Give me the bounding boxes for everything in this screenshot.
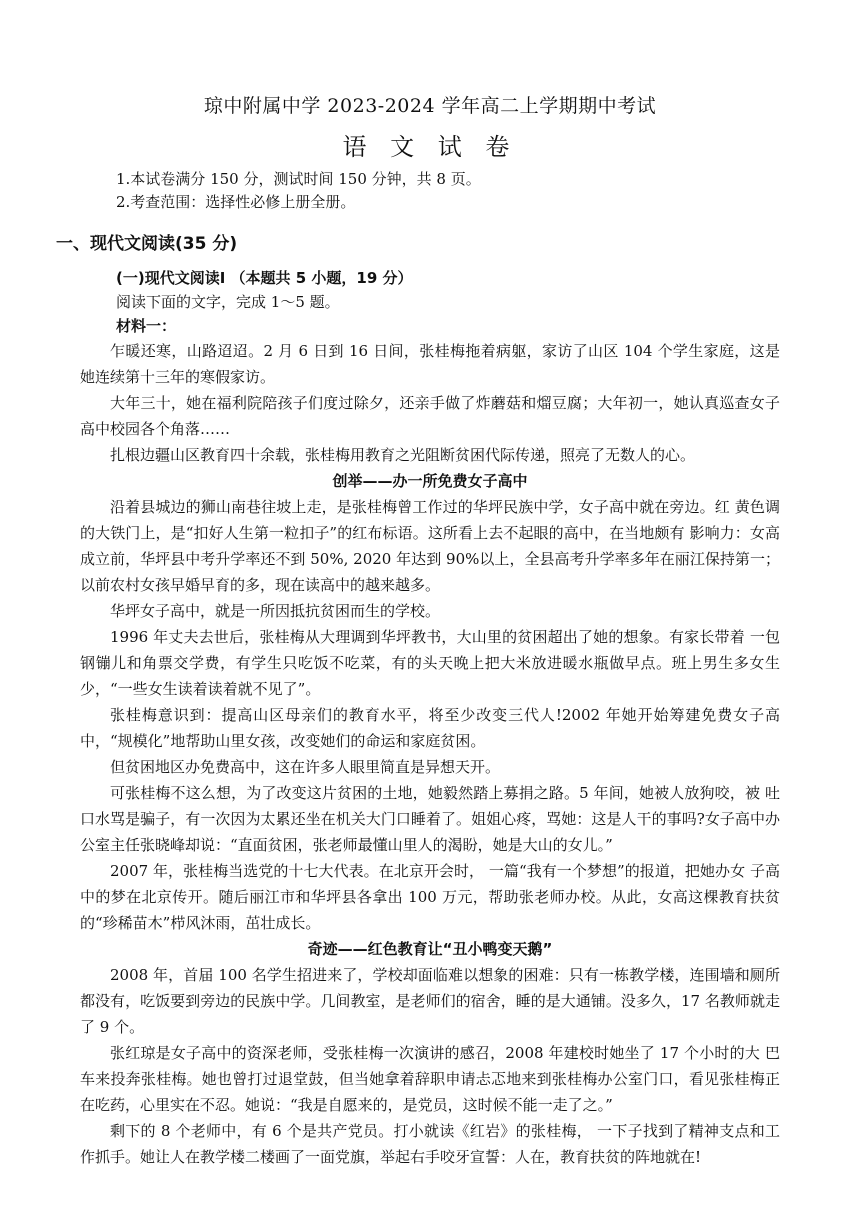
article-paragraph: 张红琼是女子高中的资深老师，受张桂梅一次演讲的感召，2008 年建校时她坐了 17 个小时的大 巴车来投奔张桂梅。她也曾打过退堂鼓，但当她拿着辞职申请忐忑地来到张桂梅办公室门口，看见张桂梅正在吃药，心里实在不忍。她说：“我是自愿来的，是党员，这时候不能一走了之。” bbox=[80, 1044, 780, 1114]
reading-instruction: 阅读下面的文字，完成 1～5 题。 bbox=[116, 293, 340, 311]
article-paragraph: 沿着县城边的狮山南巷往坡上走，是张桂梅曾工作过的华坪民族中学，女子高中就在旁边。红 黄色调的大铁门上，是“扣好人生第一粒扣子”的红布标语。这所看上去不起眼的高中，在当地颇有 影响力：女高成立前，华坪县中考升学率还不到 50%, 2020 年达到 90%以上，全县高考升学率多年在丽江保持第一；以前农村女孩早婚早育的多，现在读高中的越来越多。 bbox=[80, 498, 780, 594]
section-heading: 一、现代文阅读(35 分) bbox=[56, 234, 238, 254]
article-paragraph: 剩下的 8 个老师中，有 6 个是共产党员。打小就读《红岩》的张桂梅， 一下子找到了精神支点和工作抓手。她让人在教学楼二楼画了一面党旗，举起右手咬牙宣誓：人在，教育扶贫的阵地就在! bbox=[80, 1122, 780, 1166]
article-paragraph: 但贫困地区办免费高中，这在许多人眼里简直是异想天开。 bbox=[110, 758, 501, 776]
intro-paragraph: 乍暖还寒，山路迢迢。2 月 6 日到 16 日间，张桂梅拖着病躯，家访了山区 104 个学生家庭，这是她连续第十三年的寒假家访。 bbox=[80, 342, 780, 386]
intro-paragraph: 扎根边疆山区教育四十余载，张桂梅用教育之光阻断贫困代际传递，照亮了无数人的心。 bbox=[110, 446, 696, 464]
material-label: 材料一： bbox=[116, 317, 177, 335]
sub-section-heading: (一)现代文阅读Ⅰ （本题共 5 小题，19 分） bbox=[116, 269, 413, 287]
article-paragraph: 2007 年，张桂梅当选党的十七大代表。在北京开会时， 一篇“我有一个梦想”的报道，把她办女 子高中的梦在北京传开。随后丽江市和华坪县各拿出 100 万元，帮助张老师办校。从此，女高这棵教育扶贫的“珍稀苗木”栉风沐雨，茁壮成长。 bbox=[80, 862, 780, 932]
article-paragraph: 华坪女子高中，就是一所因抵抗贫困而生的学校。 bbox=[110, 602, 441, 620]
article-paragraph: 张桂梅意识到：提高山区母亲们的教育水平，将至少改变三代人!2002 年她开始筹建免费女子高中，“规模化”地帮助山里女孩，改变她们的命运和家庭贫困。 bbox=[80, 706, 780, 750]
article-paragraph: 可张桂梅不这么想，为了改变这片贫困的土地，她毅然踏上募捐之路。5 年间，她被人放狗咬，被 吐口水骂是骗子，有一次因为太累还坐在机关大门口睡着了。姐姐心疼，骂她：这是人干的事吗?女子高中办公室主任张晓峰却说：“直面贫困，张老师最懂山里人的渴盼，她是大山的女儿。” bbox=[80, 784, 780, 854]
article-paragraph: 1996 年丈夫去世后，张桂梅从大理调到华坪教书，大山里的贫困超出了她的想象。有家长带着 一包钢镚儿和角票交学费，有学生只吃饭不吃菜，有的头天晚上把大米放进暖水瓶做早点。班上男生多女生少，“一些女生读着读着就不见了”。 bbox=[80, 628, 780, 698]
exam-note: 2.考查范围：选择性必修上册全册。 bbox=[116, 193, 356, 211]
paper-title: 语 文 试 卷 bbox=[342, 133, 518, 161]
exam-note: 1.本试卷满分 150 分，测试时间 150 分钟，共 8 页。 bbox=[116, 170, 481, 188]
article-paragraph: 2008 年，首届 100 名学生招进来了，学校却面临难以想象的困难：只有一栋教学楼，连围墙和厕所都没有，吃饭要到旁边的民族中学。几间教室，是老师们的宿舍，睡的是大通铺。没多久，17 名教师就走了 9 个。 bbox=[80, 966, 780, 1036]
article-heading: 创举——办一所免费女子高中 bbox=[332, 472, 528, 490]
school-title: 琼中附属中学 2023-2024 学年高二上学期期中考试 bbox=[203, 95, 657, 117]
intro-paragraph: 大年三十，她在福利院陪孩子们度过除夕，还亲手做了炸蘑菇和熘豆腐；大年初一，她认真巡查女子高中校园各个角落…… bbox=[80, 394, 780, 438]
article-heading: 奇迹——红色教育让“丑小鸭变天鹅” bbox=[307, 940, 553, 958]
